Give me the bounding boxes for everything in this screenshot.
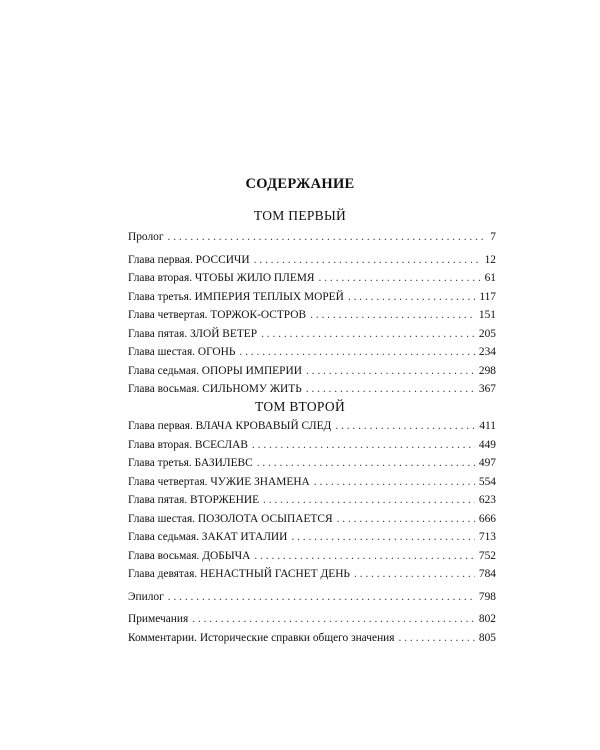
- dot-leader: [306, 380, 475, 399]
- toc-entry-label: Глава шестая. ПОЗОЛОТА ОСЫПАЕТСЯ: [128, 512, 333, 525]
- toc-entry-label: Комментарии. Исторические справки общего значения: [128, 631, 395, 644]
- toc-entry-epilogue[interactable]: [128, 588, 496, 607]
- toc-entry[interactable]: [128, 454, 496, 473]
- toc-entry[interactable]: [128, 269, 496, 288]
- toc-entry-commentary[interactable]: [128, 629, 496, 648]
- toc-entry-label: Глава вторая. ЧТОБЫ ЖИЛО ПЛЕМЯ: [128, 272, 315, 284]
- toc-entry[interactable]: [128, 565, 496, 584]
- toc-entry-label: Глава четвертая. ТОРЖОК-ОСТРОВ: [128, 309, 307, 321]
- toc-entry-page: 298: [478, 364, 496, 377]
- dot-leader: [310, 306, 475, 325]
- toc-entry-page: 752: [478, 549, 496, 562]
- dot-leader: [254, 547, 475, 566]
- dot-leader: [239, 343, 475, 362]
- dot-leader: [337, 510, 475, 529]
- toc-entry[interactable]: [128, 288, 496, 307]
- toc-entry-page: 12: [484, 253, 496, 266]
- toc-entry-page: 205: [478, 327, 496, 340]
- dot-leader: [168, 588, 475, 607]
- contents-title: СОДЕРЖАНИЕ: [245, 176, 355, 192]
- toc-entry-page: 713: [478, 531, 496, 543]
- toc-entry[interactable]: [128, 343, 496, 362]
- dot-leader: [306, 362, 475, 381]
- volume1-heading: ТОМ ПЕРВЫЙ: [253, 208, 347, 223]
- toc-entry[interactable]: [128, 473, 496, 492]
- toc-entry-page: 7: [490, 231, 496, 243]
- toc-entry-label: Глава третья. БАЗИЛЕВС: [128, 457, 253, 469]
- toc-entry-label: Глава первая. РОССИЧИ: [128, 253, 250, 266]
- toc-entry-page: 61: [484, 272, 496, 284]
- toc-entry-label: Глава седьмая. ОПОРЫ ИМПЕРИИ: [128, 364, 302, 377]
- toc-entry[interactable]: [128, 306, 496, 325]
- dot-leader: [257, 454, 475, 473]
- toc-entry[interactable]: [128, 362, 496, 381]
- toc-entry[interactable]: [128, 491, 496, 510]
- dot-leader: [263, 491, 475, 510]
- dot-leader: [254, 251, 481, 270]
- volume2-heading: ТОМ ВТОРОЙ: [254, 399, 345, 414]
- toc-entry-page: 151: [478, 309, 496, 321]
- toc-entry-label: Глава пятая. ЗЛОЙ ВЕТЕР: [128, 327, 258, 340]
- toc-entry-page: 367: [478, 383, 496, 395]
- toc-entry-page: 666: [478, 512, 496, 525]
- toc-entry[interactable]: [128, 547, 496, 566]
- toc-entry-label: Эпилог: [128, 590, 164, 603]
- dot-leader: [261, 325, 475, 344]
- toc-entry-page: 802: [478, 613, 496, 625]
- toc-entry[interactable]: [128, 380, 496, 399]
- dot-leader: [252, 436, 475, 455]
- toc-entry-label: Глава шестая. ОГОНЬ: [128, 346, 236, 358]
- toc-entry-label: Пролог: [128, 231, 164, 243]
- dot-leader: [335, 417, 475, 436]
- toc-entry-page: 623: [478, 494, 496, 506]
- toc-entry-page: 798: [478, 590, 496, 603]
- dot-leader: [192, 610, 475, 629]
- toc-entry-label: Глава девятая. НЕНАСТНЫЙ ГАСНЕТ ДЕНЬ: [128, 568, 350, 580]
- toc-entry-page: 805: [478, 631, 496, 644]
- toc-entry-page: 411: [479, 420, 496, 432]
- toc-entry[interactable]: [128, 251, 496, 270]
- toc-entry-label: Глава четвертая. ЧУЖИЕ ЗНАМЕНА: [128, 475, 310, 488]
- volume1-entries: [128, 228, 496, 399]
- toc-entry[interactable]: [128, 325, 496, 344]
- toc-entry-page: 554: [478, 475, 496, 488]
- toc-entry-page: 117: [479, 290, 496, 303]
- dot-leader: [291, 528, 475, 547]
- toc-entry-label: Глава вторая. ВСЕСЛАВ: [128, 438, 248, 451]
- dot-leader: [168, 228, 487, 247]
- dot-leader: [354, 565, 475, 584]
- dot-leader: [314, 473, 475, 492]
- toc-entry-label: Глава седьмая. ЗАКАТ ИТАЛИИ: [128, 531, 288, 543]
- toc-entry-notes[interactable]: [128, 610, 496, 629]
- volume2-entries: [128, 417, 496, 647]
- toc-entry-page: 497: [478, 457, 496, 469]
- dot-leader: [348, 288, 475, 307]
- dot-leader: [399, 629, 475, 648]
- toc-entry[interactable]: [128, 436, 496, 455]
- toc-entry-label: Глава восьмая. СИЛЬНОМУ ЖИТЬ: [128, 383, 302, 395]
- dot-leader: [319, 269, 481, 288]
- toc-entry-prologue[interactable]: [128, 228, 496, 247]
- toc-entry-label: Примечания: [128, 613, 189, 625]
- toc-entry-page: 449: [478, 438, 496, 451]
- toc-entry[interactable]: [128, 528, 496, 547]
- toc-entry-label: Глава третья. ИМПЕРИЯ ТЕПЛЫХ МОРЕЙ: [128, 290, 344, 303]
- toc-entry-page: 784: [478, 568, 496, 580]
- toc-entry-label: Глава первая. ВЛАЧА КРОВАВЫЙ СЛЕД: [128, 420, 332, 432]
- toc-entry[interactable]: [128, 417, 496, 436]
- toc-entry-label: Глава восьмая. ДОБЫЧА: [128, 549, 251, 562]
- toc-entry-page: 234: [478, 346, 496, 358]
- toc-entry[interactable]: [128, 510, 496, 529]
- toc-entry-label: Глава пятая. ВТОРЖЕНИЕ: [128, 494, 260, 506]
